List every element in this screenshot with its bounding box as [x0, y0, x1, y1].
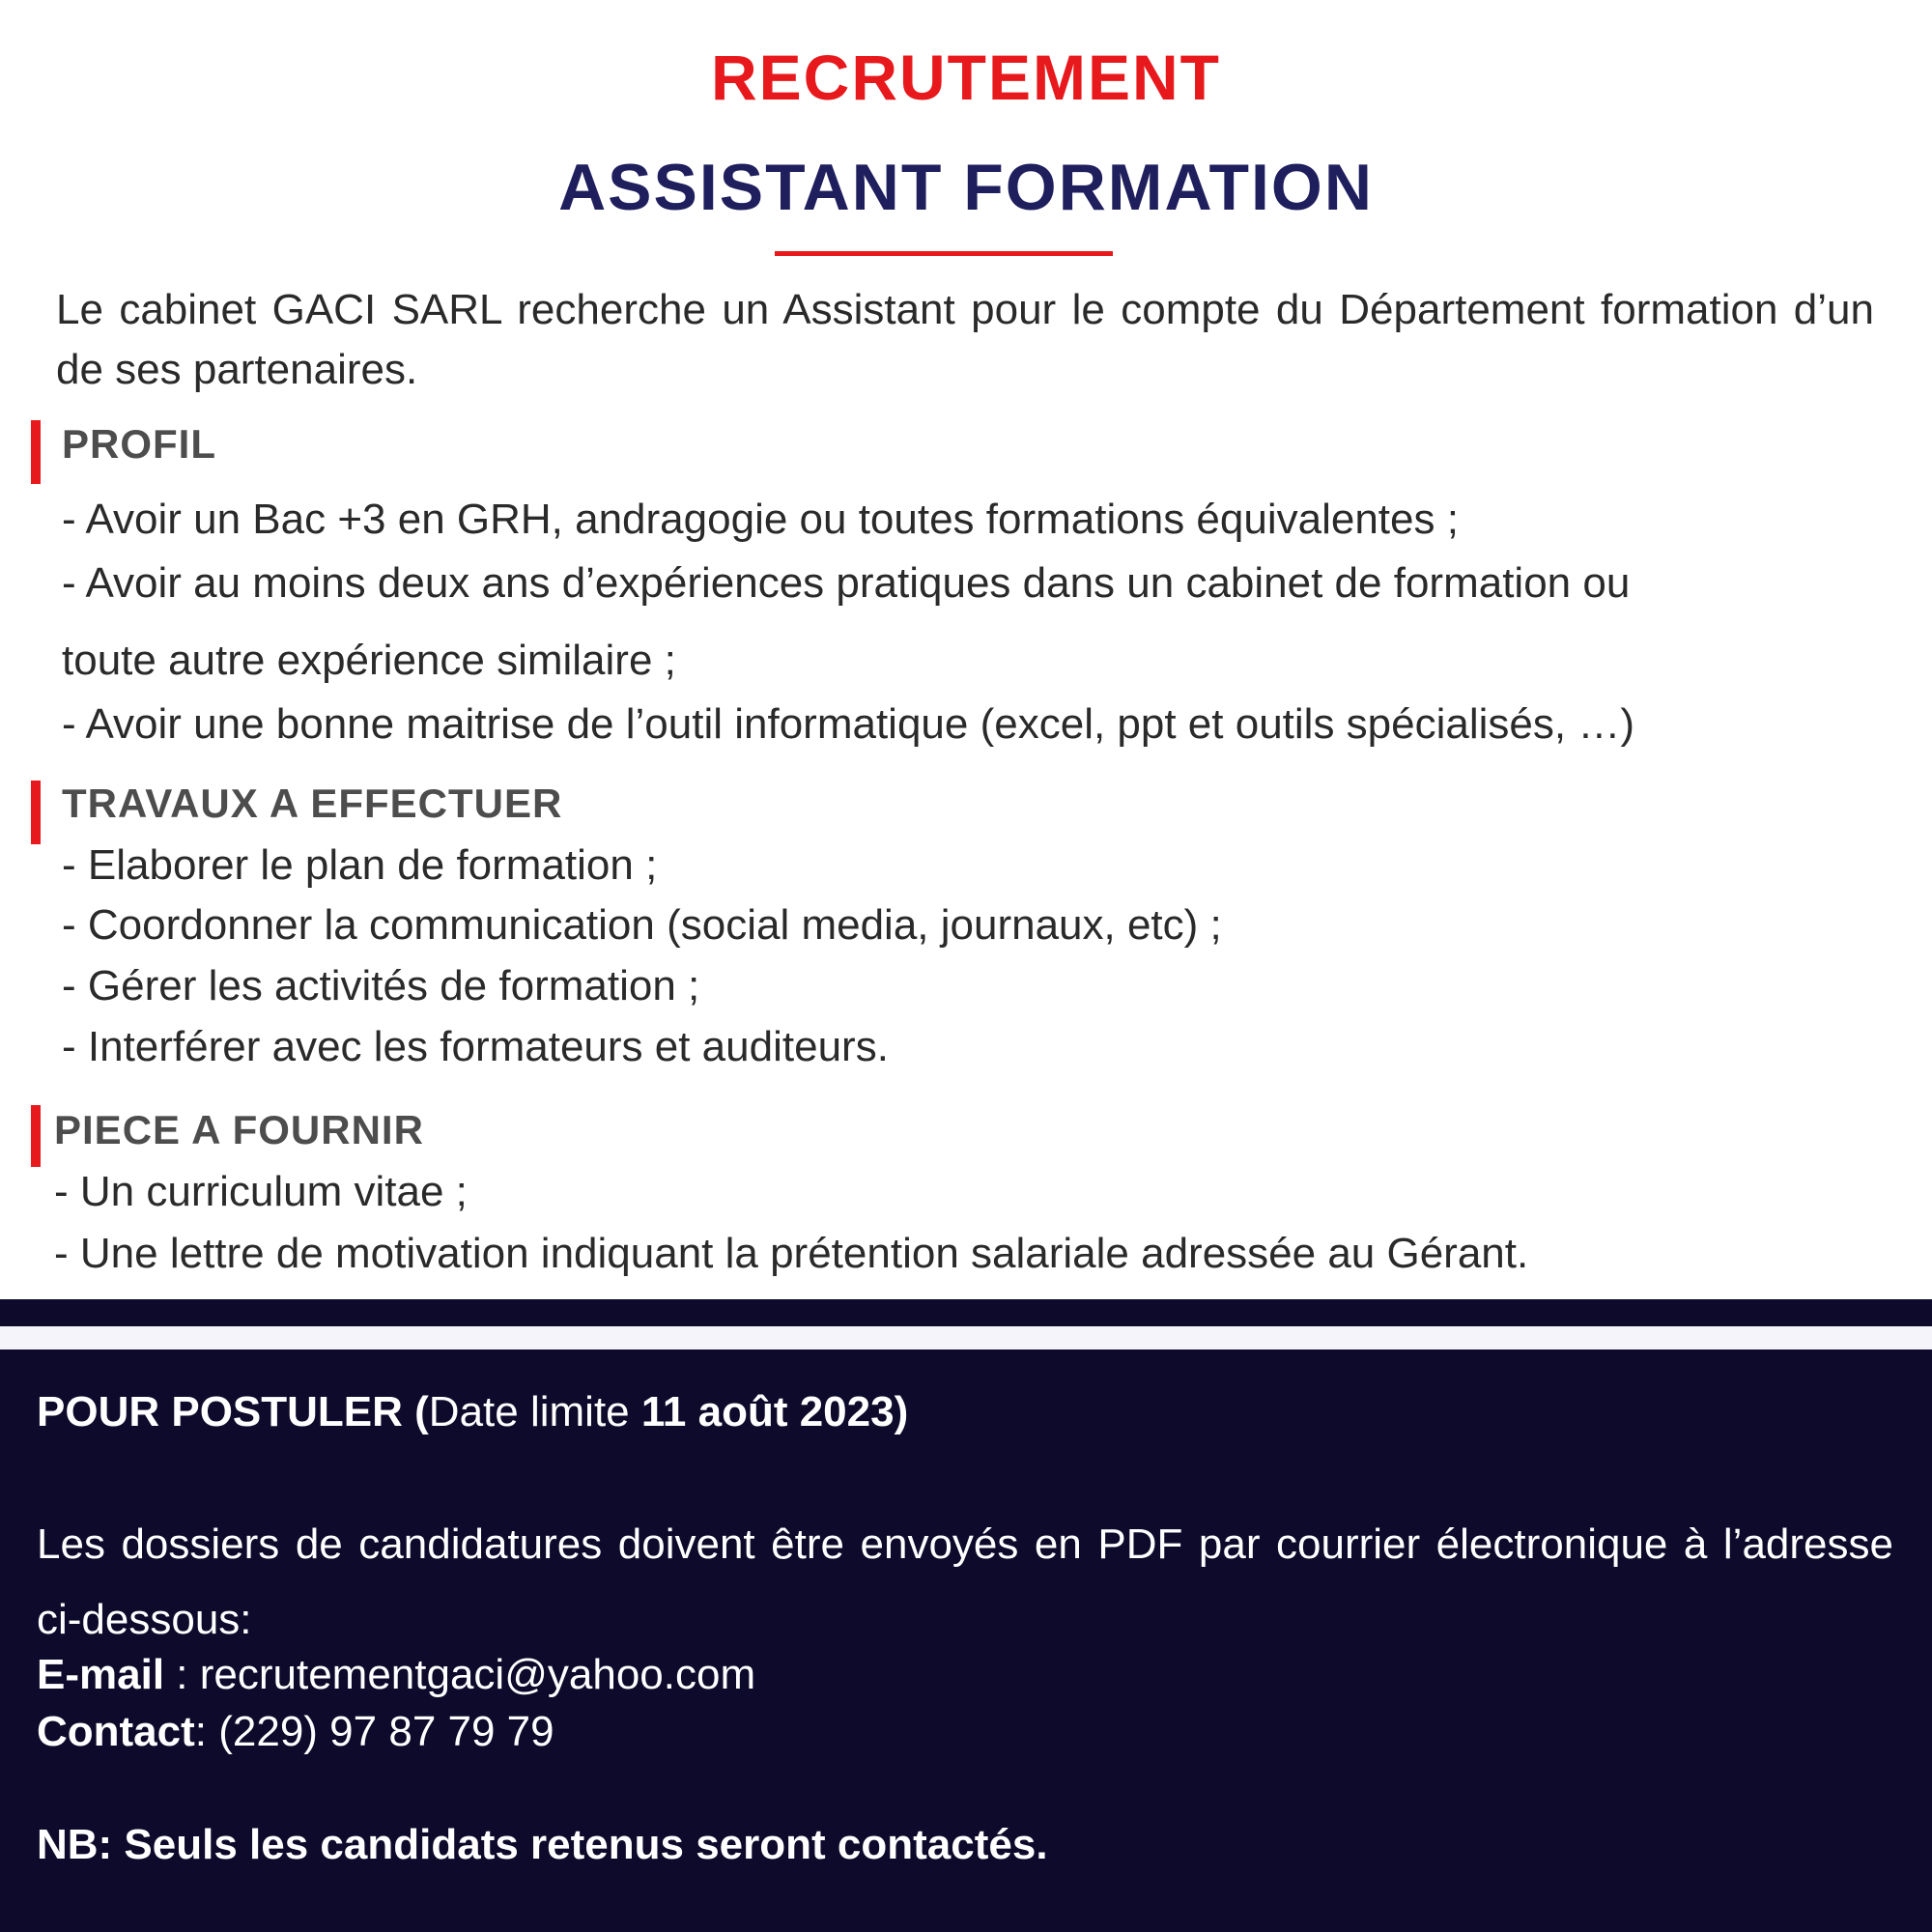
travaux-section-marker	[31, 781, 41, 844]
email-label: E-mail	[37, 1651, 165, 1698]
travaux-item: - Elaborer le plan de formation ;	[62, 841, 658, 889]
email-separator: :	[164, 1651, 200, 1698]
travaux-item: - Coordonner la communication (social media, journaux, etc) ;	[62, 901, 1222, 949]
pieces-item: - Une lettre de motivation indiquant la prétention salariale adressée au Gérant.	[54, 1230, 1529, 1277]
contact-line	[37, 1705, 554, 1759]
contact-separator: :	[194, 1708, 219, 1755]
apply-heading	[37, 1385, 908, 1439]
profil-item: toute autre expérience similaire ;	[62, 637, 676, 684]
intro-paragraph: Le cabinet GACI SARL recherche un Assistant pour le compte du Département formation d’un de ses partenaires.	[56, 286, 1874, 393]
travaux-item: - Interférer avec les formateurs et auditeurs.	[62, 1023, 889, 1070]
contact-value: (229) 97 87 79 79	[218, 1708, 554, 1755]
contact-label: Contact	[37, 1708, 195, 1755]
deadline-label: Date limite	[428, 1388, 641, 1435]
profil-section-marker	[31, 420, 41, 484]
pieces-item: - Un curriculum vitae ;	[54, 1168, 468, 1215]
profil-item: - Avoir une bonne maitrise de l’outil informatique (excel, ppt et outils spécialisés, …)	[62, 700, 1634, 748]
travaux-item: - Gérer les activités de formation ;	[62, 962, 700, 1009]
email-line	[37, 1648, 755, 1702]
apply-label: POUR POSTULER (	[37, 1388, 429, 1435]
pieces-section-title: PIECE A FOURNIR	[54, 1107, 424, 1152]
deadline-date: 11 août 2023)	[640, 1388, 909, 1435]
title-underline-divider	[775, 251, 1113, 256]
footer-divider-gap	[0, 1326, 1932, 1350]
profil-item: - Avoir au moins deux ans d’expériences pratiques dans un cabinet de formation ou	[62, 559, 1631, 607]
footer-divider-band	[0, 1299, 1932, 1326]
application-instructions: Les dossiers de candidatures doivent être envoyés en PDF par courrier électronique à l’adresse ci-dessous:	[37, 1520, 1893, 1643]
email-value[interactable]: recrutementgaci@yahoo.com	[199, 1651, 756, 1698]
page-title: RECRUTEMENT	[711, 42, 1221, 113]
pieces-section-marker	[31, 1105, 41, 1167]
profil-item: - Avoir un Bac +3 en GRH, andragogie ou toutes formations équivalentes ;	[62, 496, 1459, 543]
profil-section-title: PROFIL	[62, 421, 216, 467]
nb-note: NB: Seuls les candidats retenus seront contactés.	[37, 1821, 1048, 1868]
travaux-section-title: TRAVAUX A EFFECTUER	[62, 781, 563, 826]
job-title: ASSISTANT FORMATION	[558, 151, 1374, 224]
